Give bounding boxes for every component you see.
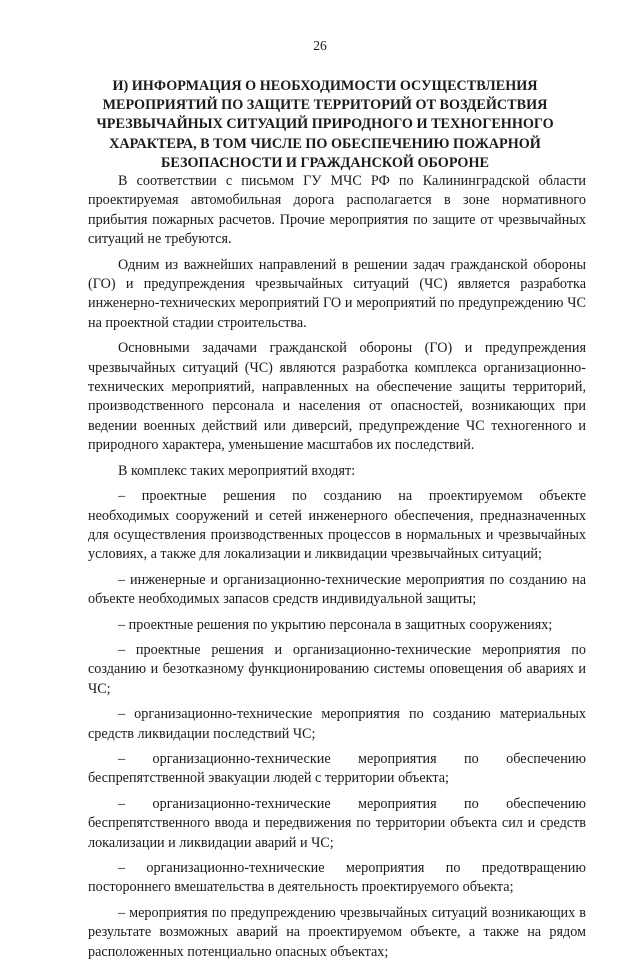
paragraph-line: природного характера, уменьшение масштабов их последствий. bbox=[88, 437, 475, 454]
paragraph-line: В соответствии с письмом ГУ МЧС РФ по Калининградской области bbox=[118, 173, 586, 189]
paragraph-line: созданию и безотказному функционированию системы оповещения об авариях и bbox=[88, 661, 586, 678]
paragraph-line: проектируемая автомобильная дорога располагается в зоне нормативного bbox=[88, 192, 586, 209]
body-text bbox=[88, 172, 586, 968]
paragraph-line: производственного персонала и населения от опасностей, возникающих при bbox=[88, 398, 586, 415]
paragraph-line: В комплекс таких мероприятий входят: bbox=[118, 462, 356, 479]
paragraph-line: – проектные решения по созданию на проектируемом объекте bbox=[118, 488, 586, 505]
page-number: 26 bbox=[313, 38, 327, 53]
heading-line: БЕЗОПАСНОСТИ И ГРАЖДАНСКОЙ ОБОРОНЕ bbox=[161, 154, 489, 171]
section-heading bbox=[70, 77, 580, 173]
paragraph-line: ЧС; bbox=[88, 680, 111, 697]
paragraph-line: – организационно-технические мероприятия по предотвращению bbox=[118, 860, 586, 876]
heading-line: И) ИНФОРМАЦИЯ О НЕОБХОДИМОСТИ ОСУЩЕСТВЛЕНИЯ bbox=[112, 78, 538, 94]
paragraph-line: необходимых сооружений и сетей инженерного обеспечения, предназначенных bbox=[88, 507, 586, 524]
paragraph-line: инженерно-технических мероприятий ГО и мероприятий по предупреждению ЧС bbox=[88, 295, 586, 312]
paragraph-line: средств ликвидации последствий ЧС; bbox=[88, 725, 316, 742]
paragraph-line: Основными задачами гражданской обороны (ГО) и предупреждения bbox=[118, 340, 586, 357]
paragraph-line: на проектной стадии строительства. bbox=[88, 314, 307, 331]
paragraph-line: ведении военных действий или диверсий, предупреждение ЧС техногенного и bbox=[88, 417, 586, 434]
paragraph-line: локализации и ликвидации аварий и ЧС; bbox=[88, 834, 334, 851]
paragraph-line: – организационно-технические мероприятия по обеспечению bbox=[118, 750, 586, 767]
paragraph bbox=[88, 795, 586, 853]
paragraph bbox=[88, 859, 586, 898]
paragraph-line: – мероприятия по предупреждению чрезвычайных ситуаций возникающих в bbox=[118, 904, 586, 921]
paragraph bbox=[88, 750, 586, 789]
paragraph-line: Одним из важнейших направлений в решении задач гражданской обороны bbox=[118, 256, 586, 273]
paragraph-line: беспрепятственной эвакуации людей с территории объекта; bbox=[88, 770, 449, 787]
heading-line: МЕРОПРИЯТИЙ ПО ЗАЩИТЕ ТЕРРИТОРИЙ ОТ ВОЗДЕЙСТВИЯ bbox=[102, 97, 548, 114]
paragraph bbox=[88, 339, 586, 455]
paragraph-line: для осуществления производственных процессов в нормальных и чрезвычайных bbox=[88, 526, 586, 543]
paragraph bbox=[88, 256, 586, 334]
paragraph bbox=[88, 705, 586, 744]
heading-line: ЧРЕЗВЫЧАЙНЫХ СИТУАЦИЙ ПРИРОДНОГО И ТЕХНОГЕННОГО bbox=[96, 116, 554, 133]
paragraph-line: чрезвычайных ситуаций (ЧС) являются разработка комплекса организационно- bbox=[88, 359, 586, 376]
paragraph-line: объекте необходимых запасов средств индивидуальной защиты; bbox=[88, 591, 477, 608]
paragraph-line: – организационно-технические мероприятия по созданию материальных bbox=[118, 706, 586, 723]
paragraph bbox=[88, 616, 586, 635]
paragraph bbox=[88, 571, 586, 610]
paragraph-line: прибытия пожарных расчетов. Прочие мероприятия по защите от чрезвычайных bbox=[88, 211, 586, 228]
paragraph-line: постороннего вмешательства в деятельность проектируемого объекта; bbox=[88, 879, 514, 896]
paragraph-line: – проектные решения по укрытию персонала в защитных сооружениях; bbox=[118, 616, 553, 633]
paragraph-line: результате возможных аварий на проектируемом объекте, а также на рядом bbox=[88, 924, 586, 941]
paragraph-line: (ГО) и предупреждения чрезвычайных ситуаций (ЧС) является разработка bbox=[88, 276, 586, 293]
paragraph-line: беспрепятственного ввода и передвижения по территории объекта сил и средств bbox=[88, 815, 586, 832]
paragraph bbox=[88, 904, 586, 962]
paragraph bbox=[88, 462, 586, 481]
paragraph-line: ситуаций не требуются. bbox=[88, 231, 232, 248]
paragraph-line: технических мероприятий, направленных на обеспечение защиты территорий, bbox=[88, 379, 586, 396]
paragraph bbox=[88, 641, 586, 699]
paragraph-line: – организационно-технические мероприятия по обеспечению bbox=[118, 795, 586, 812]
heading-line: ХАРАКТЕРА, В ТОМ ЧИСЛЕ ПО ОБЕСПЕЧЕНИЮ ПОЖАРНОЙ bbox=[109, 135, 541, 152]
paragraph-line: – инженерные и организационно-технические мероприятия по созданию на bbox=[118, 571, 586, 588]
paragraph bbox=[88, 487, 586, 565]
paragraph-line: расположенных потенциально опасных объектах; bbox=[88, 943, 389, 960]
paragraph-line: – проектные решения и организационно-технические мероприятия по bbox=[118, 641, 586, 658]
paragraph-line: условиях, а также для локализации и ликвидации чрезвычайных ситуаций; bbox=[88, 546, 542, 563]
paragraph bbox=[88, 172, 586, 250]
